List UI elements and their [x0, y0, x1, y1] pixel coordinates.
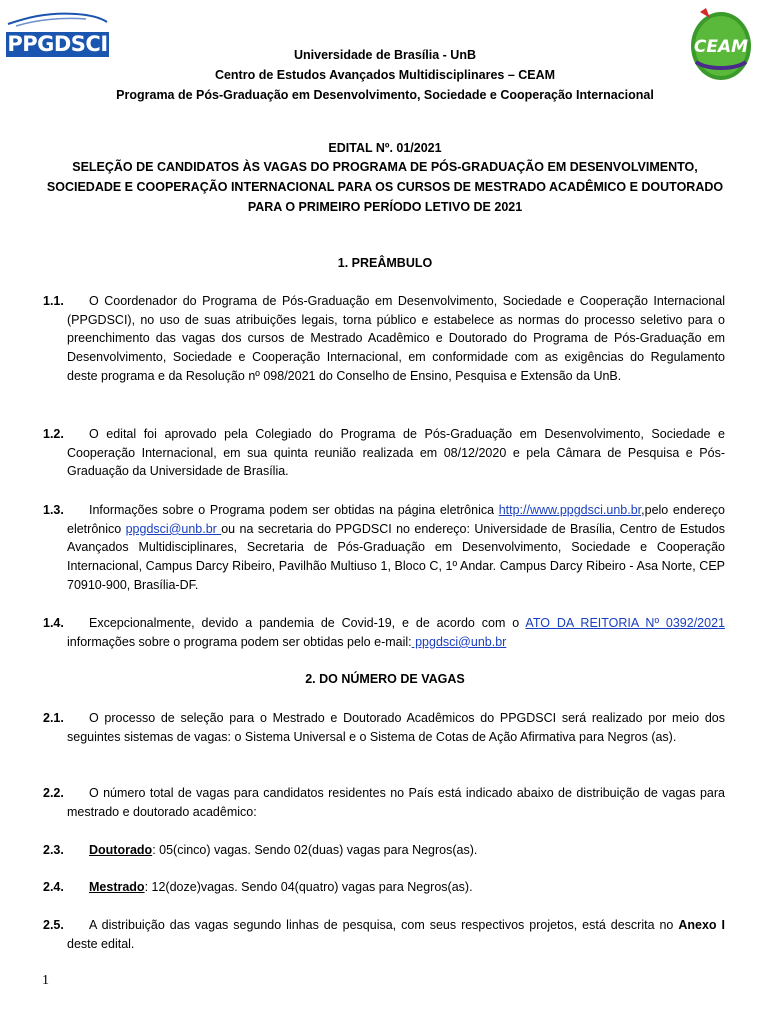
paragraph-number: 1.2. [43, 427, 64, 441]
paragraph-number: 2.1. [43, 711, 64, 725]
edital-title-line1: SELEÇÃO DE CANDIDATOS ÀS VAGAS DO PROGRAMA DE PÓS-GRADUAÇÃO EM DESENVOLVIMENTO, [72, 160, 698, 174]
paragraph-text: : 12(doze)vagas. Sendo 04(quatro) vagas para Negros(as). [144, 880, 473, 894]
program-name: Programa de Pós-Graduação em Desenvolvimento, Sociedade e Cooperação Internacional [116, 88, 654, 102]
edital-title-line2: SOCIEDADE E COOPERAÇÃO INTERNACIONAL PARA OS CURSOS DE MESTRADO ACADÊMICO E DOUTORADO [46, 180, 724, 194]
paragraph-2-2 [43, 784, 725, 821]
paragraph-number: 2.3. [43, 843, 64, 857]
program-website-link[interactable]: http://www.ppgdsci.unb.br [498, 503, 642, 517]
paragraph-2-3 [43, 841, 725, 860]
paragraph-1-3 [43, 501, 725, 595]
paragraph-text: O número total de vagas para candidatos residentes no País está indicado abaixo de distribuição de vagas para mestrado e doutorado acadêmico: [67, 786, 725, 819]
page-number: 1 [42, 973, 49, 988]
paragraph-number: 1.4. [43, 616, 64, 630]
paragraph-number: 1.3. [43, 503, 64, 517]
paragraph-2-4 [43, 878, 725, 897]
mestrado-label: Mestrado [89, 880, 145, 894]
paragraph-text: O processo de seleção para o Mestrado e Doutorado Acadêmicos do PPGDSCI será realizado por meio dos seguintes sistemas de vagas: o Sistema Universal e o Sistema de Cotas de Ação Afirmativa para Negros (as). [67, 711, 725, 744]
contact-email-link[interactable]: ppgdsci@unb.br [411, 634, 507, 649]
paragraph-text: ou na secretaria do PPGDSCI no endereço: Universidade de Brasília, Centro de Estudos Avançados Multidisciplinares, Secretaria de Pós-Graduação em Desenvolvimento, Sociedade e Cooperação Internacional, Campus Darcy Ribeiro, Pavilhão Multiuso 1, Bloco C, 1º Andar. Campus Darcy Ribeiro - Asa Norte, CEP 70910-900, Brasília-DF. [67, 521, 725, 592]
paragraph-number: 2.2. [43, 786, 64, 800]
university-name: Universidade de Brasília - UnB [293, 48, 476, 62]
reitoria-act-link[interactable]: ATO DA REITORIA Nº 0392/2021 [525, 616, 725, 630]
ceam-logo-text: CEAM [693, 37, 749, 57]
paragraph-text: deste edital. [67, 936, 135, 951]
paragraph-text: O edital foi aprovado pela Colegiado do Programa de Pós-Graduação em Desenvolvimento, Sociedade e Cooperação Internacional, em sua quinta reunião realizada em 08/12/2020 e pela Câmara de Pesquisa e Pós-Graduação da Universidade de Brasília. [67, 427, 725, 479]
paragraph-1-4 [43, 614, 725, 651]
paragraph-2-5 [43, 916, 725, 953]
paragraph-text: O Coordenador do Programa de Pós-Graduação em Desenvolvimento, Sociedade e Cooperação Internacional (PPGDSCI), no uso de suas atribuições legais, torna público e estabelece as normas do processo seletivo para o preenchimento das vagas dos cursos de Mestrado Acadêmico e Doutorado do Programa de Pós-Graduação em Desenvolvimento, Sociedade e Cooperação Internacional, em conformidade com as exigências do Regulamento deste programa e da Resolução nº 098/2021 do Conselho de Ensino, Pesquisa e Extensão da UnB. [67, 294, 725, 383]
program-email-link[interactable]: ppgdsci@unb.br [125, 521, 222, 536]
paragraph-number: 1.1. [43, 294, 64, 308]
paragraph-text: Informações sobre o Programa podem ser obtidas na página eletrônica [89, 503, 499, 517]
section-2-title: 2. DO NÚMERO DE VAGAS [305, 672, 465, 686]
paragraph-text: Excepcionalmente, devido a pandemia de Covid-19, e de acordo com o [89, 616, 526, 630]
doutorado-label: Doutorado [89, 843, 153, 857]
center-name: Centro de Estudos Avançados Multidisciplinares – CEAM [214, 68, 556, 82]
edital-number: EDITAL Nº. 01/2021 [328, 141, 442, 155]
logo-decoration-icon [6, 8, 109, 28]
annex-reference: Anexo I [678, 918, 725, 932]
paragraph-text: informações sobre o programa podem ser obtidas pelo e-mail: [67, 634, 412, 649]
logo-text: PPGDSCI [7, 32, 108, 56]
section-1-title: 1. PREÂMBULO [337, 256, 433, 270]
paragraph-text: ,pelo endereço eletrônico [67, 503, 725, 536]
paragraph-text: A distribuição das vagas segundo linhas de pesquisa, com seus respectivos projetos, está descrita no [89, 918, 679, 932]
paragraph-text: : 05(cinco) vagas. Sendo 02(duas) vagas para Negros(as). [152, 843, 478, 857]
paragraph-number: 2.4. [43, 880, 64, 894]
edital-title-line3: PARA O PRIMEIRO PERÍODO LETIVO DE 2021 [247, 200, 523, 214]
paragraph-1-2 [43, 425, 725, 481]
paragraph-number: 2.5. [43, 918, 64, 932]
paragraph-2-1 [43, 709, 725, 746]
paragraph-1-1 [43, 292, 725, 386]
